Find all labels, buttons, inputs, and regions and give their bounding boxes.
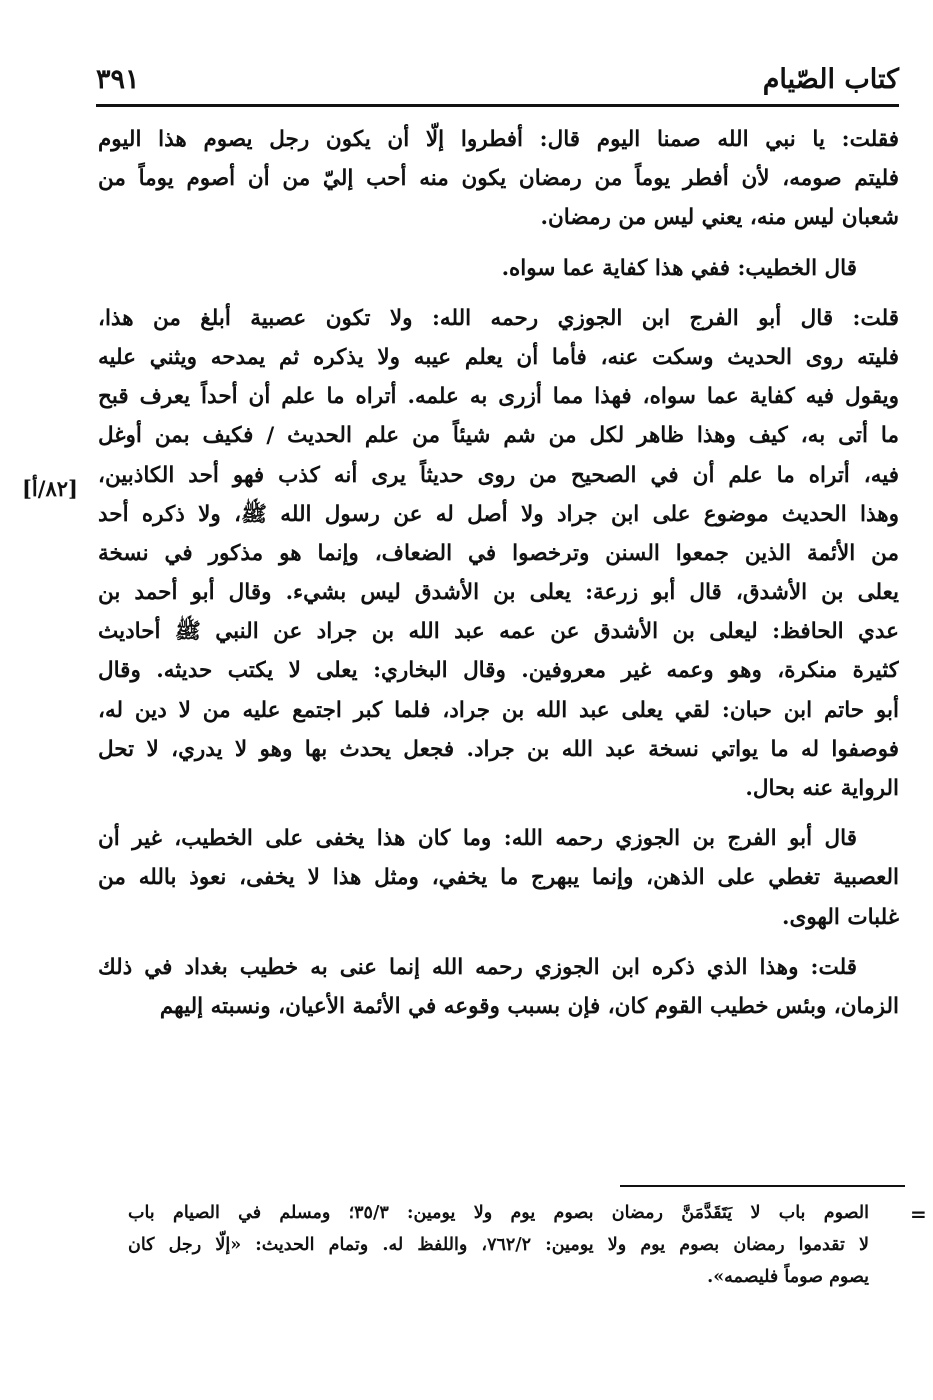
paragraph-gap — [98, 937, 899, 948]
manuscript-folio-reference: [٨٢/أ] — [22, 476, 78, 501]
text-line: ما أتى به، كيف وهذا ظاهر لكل من شم شيئاً من علم الحديث / فكيف بمن أوغل — [98, 423, 899, 449]
text-line: شعبان ليس منه، يعني ليس من رمضان. — [540, 205, 899, 231]
running-header — [96, 58, 899, 104]
text-line: فيه، أتراه ما علم أن في الصحيح من روى حديثاً يرى أنه كذب فهو أحد الكاذبين، — [98, 462, 899, 488]
chapter-title: كتاب الصّيام — [762, 64, 899, 95]
text-line: فليتم صومه، لأن أفطر يوماً من رمضان يكون منه أحب إليّ من أن أصوم يوماً من — [98, 166, 899, 192]
text-line: قلت: قال أبو الفرج ابن الجوزي رحمه الله: ولا تكون عصبية أبلغ من هذا، — [98, 305, 899, 331]
footnote-block — [128, 1197, 869, 1293]
text-line: أبو حاتم ابن حبان: لقي يعلى عبد الله بن جراد، فلما كبر اجتمع عليه من لا دين له، — [98, 697, 899, 723]
text-line: الزمان، وبئس خطيب القوم كان، فإن بسبب وقوعه في الأئمة الأعيان، ونسبته إليهم — [159, 993, 899, 1019]
paragraph-gap — [98, 288, 899, 299]
text-line: العصبية تغطي على الذهن، وإنما يبهرج ما يخفي، ومثل هذا لا يخفى، نعوذ بالله من — [98, 865, 899, 891]
footnote-continuation-marker: = — [910, 1202, 927, 1226]
paragraph-gap — [98, 808, 899, 819]
text-line: عدي الحافظ: ليعلى بن الأشدق عن عمه عبد الله بن جراد عن النبي ﷺ أحاديث — [98, 619, 899, 645]
text-line: كثيرة منكرة، وهو وعمه غير معروفين. وقال البخاري: يعلى لا يكتب حديثه. وقال — [98, 658, 899, 684]
paragraph-gap — [98, 238, 899, 249]
footnote-line: يصوم صوماً فليصمه». — [707, 1267, 869, 1287]
text-line: فوصفوا له ما يواتي نسخة عبد الله بن جراد. فجعل يحدث بها وهو لا يدري، لا تحل — [98, 736, 899, 762]
text-line: وهذا الحديث موضوع على ابن جراد ولا أصل له عن رسول الله ﷺ، ولا ذكره أحد — [98, 501, 899, 527]
text-line: ويقول فيه كفاية عما سواه، فهذا مما أزرى به علمه. أتراه ما علم أن أحداً يعرف قبح — [98, 384, 899, 410]
text-line: فليته روى الحديث وسكت عنه، فأما أن يعلم عيبه ولا يذكره ثم يمدحه ويثني عليه — [98, 344, 899, 370]
main-text — [98, 120, 899, 1026]
text-line: من الأئمة الذين جمعوا السنن وترخصوا في الضعاف، وإنما هو مذكور في نسخة — [98, 540, 899, 566]
text-line: قال الخطيب: ففي هذا كفاية عما سواه. — [501, 255, 857, 281]
text-line: قلت: وهذا الذي ذكره ابن الجوزي رحمه الله إنما عنى به خطيب بغداد في ذلك — [98, 954, 857, 980]
text-line: قال أبو الفرج بن الجوزي رحمه الله: وما كان هذا يخفى على الخطيب، غير أن — [98, 826, 857, 852]
text-line: غلبات الهوى. — [782, 904, 899, 930]
text-line: يعلى بن الأشدق، قال أبو زرعة: يعلى بن الأشدق ليس بشيء. وقال أبو أحمد بن — [98, 580, 899, 606]
footnote-line: لا تقدموا رمضان بصوم يوم ولا يومين: ٧٦٢/٢، واللفظ له. وتمام الحديث: «إلّا رجل كان — [128, 1235, 869, 1255]
footnote-rule — [620, 1185, 905, 1187]
footnote-line: الصوم باب لا يَتَقَدَّمَنَّ رمضان بصوم يوم ولا يومين: ٣٥/٣؛ ومسلم في الصيام باب — [128, 1203, 869, 1223]
text-line: فقلت: يا نبي الله صمنا اليوم قال: أفطروا إلّا أن يكون رجل يصوم هذا اليوم — [98, 127, 899, 152]
page-number: ٣٩١ — [96, 64, 140, 95]
header-rule — [96, 104, 899, 107]
text-line: الرواية عنه بحال. — [745, 776, 899, 801]
